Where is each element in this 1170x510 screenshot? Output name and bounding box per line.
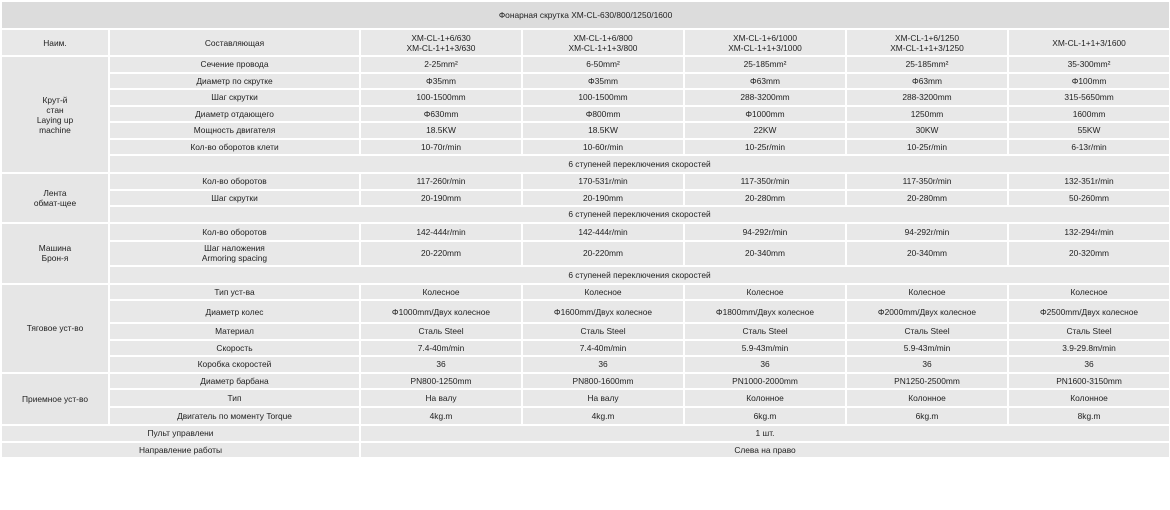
cell-value: Φ35mm — [361, 74, 521, 89]
cell-value: 4kg.m — [523, 408, 683, 424]
cell-value: 20-320mm — [1009, 242, 1169, 265]
cell-value: 20-190mm — [361, 191, 521, 206]
cell-value: 5.9-43m/min — [685, 341, 845, 356]
cell-value: PN1250-2500mm — [847, 374, 1007, 389]
cell-value: 18.5KW — [523, 123, 683, 138]
cell-value: 6kg.m — [847, 408, 1007, 424]
cell-value: 7.4-40m/min — [361, 341, 521, 356]
cell-value: PN1600-3150mm — [1009, 374, 1169, 389]
cell-value: 20-220mm — [361, 242, 521, 265]
row-label: Мощность двигателя — [110, 123, 359, 138]
header-name: Наим. — [2, 30, 108, 55]
cell-value: 7.4-40m/min — [523, 341, 683, 356]
row-label: Кол-во оборотов — [110, 174, 359, 189]
row-label: Диаметр по скрутке — [110, 74, 359, 89]
cell-value: 170-531r/min — [523, 174, 683, 189]
cell-value: 117-260r/min — [361, 174, 521, 189]
header-model-5: XM-CL-1+1+3/1600 — [1009, 30, 1169, 55]
cell-value: Колонное — [847, 390, 1007, 406]
cell-value: Колесное — [1009, 285, 1169, 300]
cell-value: 10-70r/min — [361, 140, 521, 155]
cell-value: 142-444r/min — [523, 224, 683, 240]
cell-value: 36 — [1009, 357, 1169, 372]
group-laying-up: Крут-й стан Laying up machine — [2, 57, 108, 172]
direction-value: Слева на право — [361, 443, 1169, 458]
cell-value: Колонное — [1009, 390, 1169, 406]
cell-value: Колонное — [685, 390, 845, 406]
control-label: Пульт управлени — [2, 426, 359, 441]
cell-value: PN800-1250mm — [361, 374, 521, 389]
header-component: Составляющая — [110, 30, 359, 55]
cell-value: 20-340mm — [685, 242, 845, 265]
cell-value: 2-25mm² — [361, 57, 521, 72]
cell-value: 117-350r/min — [685, 174, 845, 189]
cell-value: Сталь Steel — [685, 324, 845, 339]
cell-value: Φ1000mm/Двух колесное — [361, 301, 521, 322]
row-label: Скорость — [110, 341, 359, 356]
row-label: Сечение провода — [110, 57, 359, 72]
cell-value: Φ100mm — [1009, 74, 1169, 89]
cell-value: 22KW — [685, 123, 845, 138]
cell-value: 8kg.m — [1009, 408, 1169, 424]
cell-value: 94-292r/min — [847, 224, 1007, 240]
cell-value: Сталь Steel — [1009, 324, 1169, 339]
cell-value: Φ35mm — [523, 74, 683, 89]
cell-value: 132-351r/min — [1009, 174, 1169, 189]
cell-value: 36 — [523, 357, 683, 372]
cell-value: 10-25r/min — [847, 140, 1007, 155]
row-label: Диаметр колес — [110, 301, 359, 322]
cell-value: 100-1500mm — [523, 90, 683, 105]
cell-value: 55KW — [1009, 123, 1169, 138]
cell-value: Колесное — [847, 285, 1007, 300]
cell-value: 20-190mm — [523, 191, 683, 206]
cell-value: 288-3200mm — [847, 90, 1007, 105]
cell-value: 94-292r/min — [685, 224, 845, 240]
cell-value: 5.9-43m/min — [847, 341, 1007, 356]
cell-value: Φ2000mm/Двух колесное — [847, 301, 1007, 322]
cell-value: 25-185mm² — [847, 57, 1007, 72]
cell-value: На валу — [361, 390, 521, 406]
cell-value: Колесное — [361, 285, 521, 300]
cell-value: Φ800mm — [523, 107, 683, 122]
speed-note: 6 ступеней переключения скоростей — [110, 156, 1169, 172]
cell-value: 132-294r/min — [1009, 224, 1169, 240]
cell-value: 20-340mm — [847, 242, 1007, 265]
cell-value: 1600mm — [1009, 107, 1169, 122]
cell-value: Φ1800mm/Двух колесное — [685, 301, 845, 322]
cell-value: Φ63mm — [847, 74, 1007, 89]
header-model-1: XM-CL-1+6/630 XM-CL-1+1+3/630 — [361, 30, 521, 55]
row-label: Двигатель по моменту Torque — [110, 408, 359, 424]
row-label: Материал — [110, 324, 359, 339]
table-title: Фонарная скрутка XM-CL-630/800/1250/1600 — [2, 2, 1169, 28]
cell-value: 1250mm — [847, 107, 1007, 122]
direction-label: Направление работы — [2, 443, 359, 458]
cell-value: Φ63mm — [685, 74, 845, 89]
cell-value: 20-280mm — [685, 191, 845, 206]
cell-value: 3.9-29.8m/min — [1009, 341, 1169, 356]
cell-value: 35-300mm² — [1009, 57, 1169, 72]
cell-value: Φ1000mm — [685, 107, 845, 122]
cell-value: 10-60r/min — [523, 140, 683, 155]
speed-note: 6 ступеней переключения скоростей — [110, 207, 1169, 222]
cell-value: 288-3200mm — [685, 90, 845, 105]
cell-value: Сталь Steel — [847, 324, 1007, 339]
cell-value: 20-220mm — [523, 242, 683, 265]
row-label: Коробка скоростей — [110, 357, 359, 372]
cell-value: 117-350r/min — [847, 174, 1007, 189]
row-label: Диаметр отдающего — [110, 107, 359, 122]
cell-value: 4kg.m — [361, 408, 521, 424]
row-label: Тип — [110, 390, 359, 406]
cell-value: Φ1600mm/Двух колесное — [523, 301, 683, 322]
group-tape: Лента обмат-щее — [2, 174, 108, 222]
control-value: 1 шт. — [361, 426, 1169, 441]
row-label: Кол-во оборотов клети — [110, 140, 359, 155]
cell-value: Колесное — [685, 285, 845, 300]
row-label: Кол-во оборотов — [110, 224, 359, 240]
cell-value: 20-280mm — [847, 191, 1007, 206]
header-model-4: XM-CL-1+6/1250 XM-CL-1+1+3/1250 — [847, 30, 1007, 55]
cell-value: 30KW — [847, 123, 1007, 138]
cell-value: 6kg.m — [685, 408, 845, 424]
cell-value: На валу — [523, 390, 683, 406]
cell-value: 6-50mm² — [523, 57, 683, 72]
cell-value: 36 — [685, 357, 845, 372]
cell-value: 36 — [847, 357, 1007, 372]
speed-note: 6 ступеней переключения скоростей — [110, 267, 1169, 283]
group-armoring: Машина Брон-я — [2, 224, 108, 283]
cell-value: PN1000-2000mm — [685, 374, 845, 389]
cell-value: Сталь Steel — [523, 324, 683, 339]
cell-value: 142-444r/min — [361, 224, 521, 240]
cell-value: 50-260mm — [1009, 191, 1169, 206]
group-traction: Тяговое уст-во — [2, 285, 108, 372]
row-label: Шаг скрутки — [110, 191, 359, 206]
cell-value: Φ630mm — [361, 107, 521, 122]
row-label: Шаг наложения Armoring spacing — [110, 242, 359, 265]
header-model-3: XM-CL-1+6/1000 XM-CL-1+1+3/1000 — [685, 30, 845, 55]
cell-value: 36 — [361, 357, 521, 372]
cell-value: Колесное — [523, 285, 683, 300]
cell-value: 25-185mm² — [685, 57, 845, 72]
cell-value: 315-5650mm — [1009, 90, 1169, 105]
cell-value: 100-1500mm — [361, 90, 521, 105]
cell-value: PN800-1600mm — [523, 374, 683, 389]
header-model-2: XM-CL-1+6/800 XM-CL-1+1+3/800 — [523, 30, 683, 55]
row-label: Шаг скрутки — [110, 90, 359, 105]
group-takeup: Приемное уст-во — [2, 374, 108, 425]
row-label: Тип уст-ва — [110, 285, 359, 300]
cell-value: 18.5KW — [361, 123, 521, 138]
row-label: Диаметр барбана — [110, 374, 359, 389]
cell-value: Сталь Steel — [361, 324, 521, 339]
cell-value: 6-13r/min — [1009, 140, 1169, 155]
cell-value: Φ2500mm/Двух колесное — [1009, 301, 1169, 322]
cell-value: 10-25r/min — [685, 140, 845, 155]
